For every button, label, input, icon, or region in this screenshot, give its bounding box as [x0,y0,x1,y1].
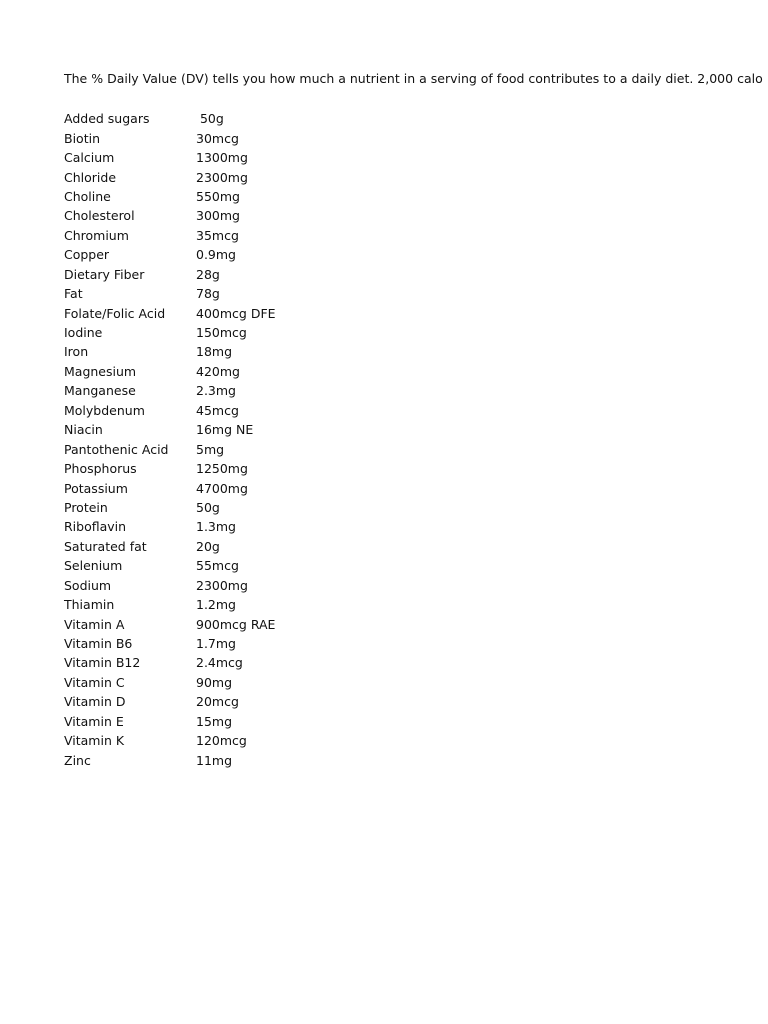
table-row [64,206,464,225]
nutrient-name-cell: Biotin [64,130,100,146]
table-row [64,459,464,478]
daily-value-cell: 20mcg [196,694,239,710]
daily-value-cell: 300mg [196,208,240,224]
table-row [64,323,464,342]
nutrient-name-cell: Folate/Folic Acid [64,305,166,321]
daily-value-cell: 20g [196,538,220,554]
nutrient-name-cell: Potassium [64,480,128,496]
nutrient-name-cell: Riboflavin [64,519,127,535]
nutrient-name-cell: Vitamin D [64,694,126,710]
nutrient-name-cell: Vitamin A [64,616,125,632]
table-row [64,265,464,284]
nutrient-name-cell: Fat [64,286,83,302]
table-row [64,167,464,186]
nutrient-name-cell: Choline [64,188,111,204]
table-row [64,653,464,672]
nutrient-name-cell: Cholesterol [64,208,135,224]
nutrient-name-cell: Dietary Fiber [64,266,145,282]
daily-value-cell: 5mg [196,441,225,457]
table-row [64,109,464,128]
table-row [64,342,464,361]
nutrient-name-cell: Manganese [64,383,136,399]
nutrient-name-cell: Pantothenic Acid [64,441,169,457]
daily-value-cell: 2.3mg [196,383,236,399]
table-row [64,245,464,264]
table-row [64,712,464,731]
nutrient-name-cell: Vitamin K [64,733,125,749]
table-row [64,226,464,245]
table-row [64,731,464,750]
table-row [64,556,464,575]
daily-value-cell: 35mcg [196,227,239,243]
daily-value-cell: 420mg [196,363,240,379]
nutrient-name-cell: Sodium [64,577,112,593]
table-row [64,362,464,381]
nutrient-name-cell: Vitamin B12 [64,655,141,671]
daily-value-cell: 90mg [196,674,233,690]
nutrient-name-cell: Iron [64,344,89,360]
table-row [64,439,464,458]
daily-value-cell: 16mg NE [196,422,254,438]
table-row [64,614,464,633]
nutrient-name-cell: Phosphorus [64,461,137,477]
table-row [64,517,464,536]
nutrient-name-cell: Iodine [64,325,103,341]
nutrient-name-cell: Saturated fat [64,538,147,554]
nutrient-name-cell: Niacin [64,422,103,438]
table-row [64,284,464,303]
table-row [64,148,464,167]
daily-value-cell: 11mg [196,752,233,768]
table-row [64,187,464,206]
table-row [64,303,464,322]
daily-value-cell: 900mcg RAE [196,616,276,632]
table-row [64,576,464,595]
table-row [64,128,464,147]
table-row [64,634,464,653]
daily-value-cell: 30mcg [196,130,239,146]
daily-value-cell: 1.2mg [196,597,236,613]
daily-value-cell: 28g [196,266,220,282]
daily-value-cell: 15mg [196,713,233,729]
nutrient-name-cell: Vitamin E [64,713,124,729]
nutrient-name-cell: Protein [64,499,108,515]
table-row [64,478,464,497]
nutrient-name-cell: Zinc [64,752,91,768]
intro-text: The % Daily Value (DV) tells you how much a nutrient in a serving of food contributes to a daily diet. 2,000 calo [64,71,763,86]
daily-value-cell: 55mcg [196,558,239,574]
nutrient-name-cell: Magnesium [64,363,137,379]
nutrient-name-cell: Selenium [64,558,123,574]
daily-value-cell: 2.4mcg [196,655,243,671]
table-row [64,673,464,692]
daily-value-cell: 4700mg [196,480,248,496]
daily-value-cell: 45mcg [196,402,239,418]
daily-value-cell: 1250mg [196,461,248,477]
table-row [64,750,464,769]
daily-value-cell: 50g [196,111,224,127]
daily-value-cell: 1300mg [196,150,248,166]
table-row [64,537,464,556]
table-row [64,381,464,400]
daily-value-cell: 18mg [196,344,233,360]
daily-value-cell: 2300mg [196,577,248,593]
nutrient-name-cell: Calcium [64,150,115,166]
daily-value-cell: 50g [196,499,220,515]
nutrient-name-cell: Added sugars [64,111,150,127]
daily-value-cell: 150mcg [196,325,247,341]
daily-value-cell: 120mcg [196,733,247,749]
table-row [64,498,464,517]
daily-value-cell: 400mcg DFE [196,305,276,321]
table-row [64,692,464,711]
daily-value-cell: 1.3mg [196,519,236,535]
nutrient-name-cell: Chloride [64,169,117,185]
nutrient-name-cell: Copper [64,247,110,263]
nutrient-table [64,109,464,770]
daily-value-cell: 550mg [196,188,240,204]
nutrient-name-cell: Molybdenum [64,402,145,418]
nutrient-name-cell: Thiamin [64,597,115,613]
table-row [64,595,464,614]
daily-value-cell: 1.7mg [196,636,236,652]
table-row [64,401,464,420]
nutrient-name-cell: Vitamin B6 [64,636,133,652]
daily-value-cell: 0.9mg [196,247,236,263]
nutrient-name-cell: Chromium [64,227,129,243]
table-row [64,420,464,439]
daily-value-cell: 78g [196,286,220,302]
nutrient-name-cell: Vitamin C [64,674,125,690]
daily-value-cell: 2300mg [196,169,248,185]
